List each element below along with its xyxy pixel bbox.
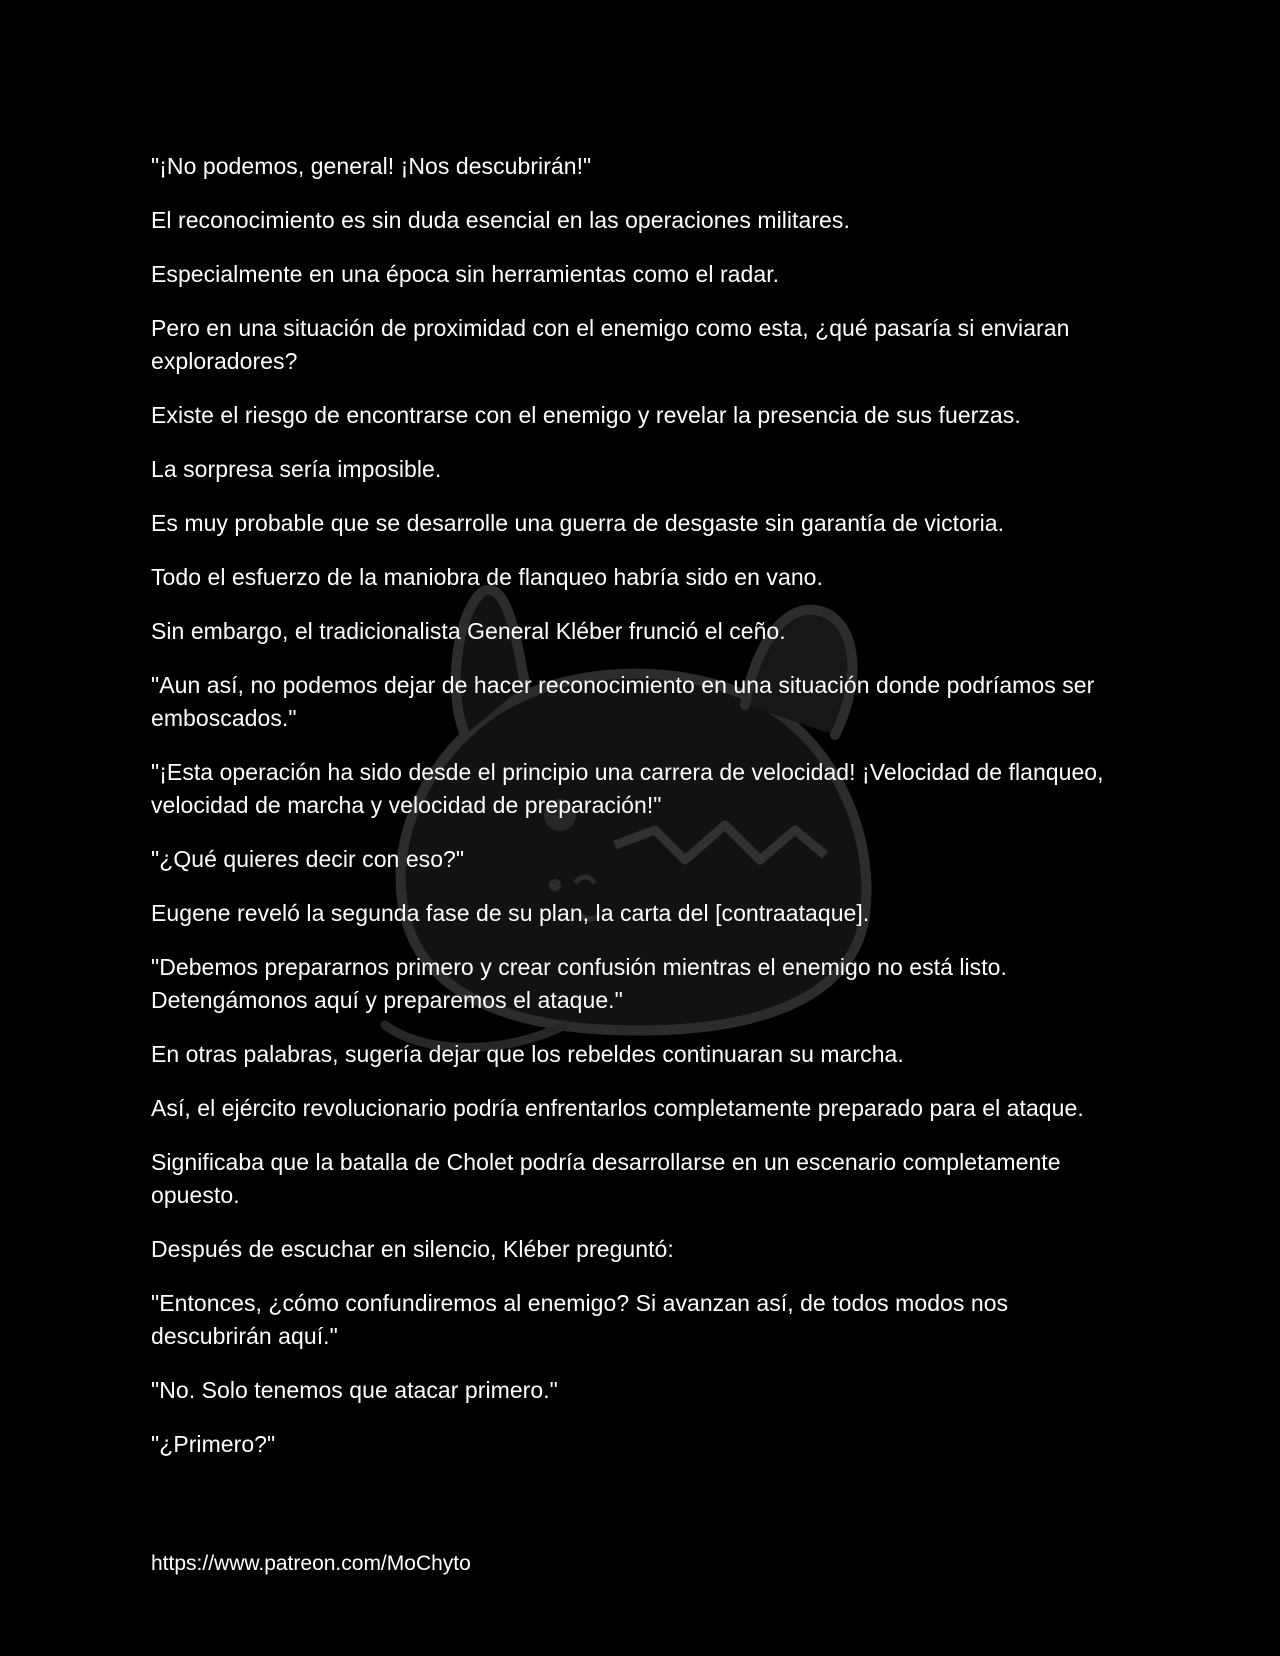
paragraph: "Aun así, no podemos dejar de hacer reconocimiento en una situación donde podríamos ser emboscados." xyxy=(151,672,1095,731)
paragraph: Eugene reveló la segunda fase de su plan, la carta del [contraataque]. xyxy=(151,900,870,926)
paragraph: "Debemos prepararnos primero y crear confusión mientras el enemigo no está listo. Detengámonos aquí y preparemos el ataque." xyxy=(151,954,1007,1013)
paragraph: Especialmente en una época sin herramientas como el radar. xyxy=(151,261,780,287)
paragraph: Pero en una situación de proximidad con el enemigo como esta, ¿qué pasaría si enviaran exploradores? xyxy=(151,315,1070,374)
paragraph: "No. Solo tenemos que atacar primero." xyxy=(151,1377,558,1403)
paragraph: "¡No podemos, general! ¡Nos descubrirán!" xyxy=(151,153,592,179)
paragraph: Así, el ejército revolucionario podría enfrentarlos completamente preparado para el ataque. xyxy=(151,1095,1084,1121)
paragraph: "¡Esta operación ha sido desde el principio una carrera de velocidad! ¡Velocidad de flanqueo, velocidad de marcha y velocidad de preparación!" xyxy=(151,759,1104,818)
paragraph: El reconocimiento es sin duda esencial en las operaciones militares. xyxy=(151,207,850,233)
paragraph: En otras palabras, sugería dejar que los rebeldes continuaran su marcha. xyxy=(151,1041,904,1067)
story-text xyxy=(151,150,1111,1482)
paragraph: La sorpresa sería imposible. xyxy=(151,456,442,482)
paragraph: Después de escuchar en silencio, Kléber preguntó: xyxy=(151,1236,674,1262)
paragraph: "¿Primero?" xyxy=(151,1431,276,1457)
paragraph: "Entonces, ¿cómo confundiremos al enemigo? Si avanzan así, de todos modos nos descubrirán aquí." xyxy=(151,1290,1009,1349)
paragraph: Existe el riesgo de encontrarse con el enemigo y revelar la presencia de sus fuerzas. xyxy=(151,402,1021,428)
paragraph: Significaba que la batalla de Cholet podría desarrollarse en un escenario completamente opuesto. xyxy=(151,1149,1061,1208)
patreon-link[interactable]: https://www.patreon.com/MoChyto xyxy=(151,1552,471,1575)
paragraph: Es muy probable que se desarrolle una guerra de desgaste sin garantía de victoria. xyxy=(151,510,1005,536)
paragraph: "¿Qué quieres decir con eso?" xyxy=(151,846,465,872)
paragraph: Todo el esfuerzo de la maniobra de flanqueo habría sido en vano. xyxy=(151,564,823,590)
paragraph: Sin embargo, el tradicionalista General Kléber frunció el ceño. xyxy=(151,618,786,644)
